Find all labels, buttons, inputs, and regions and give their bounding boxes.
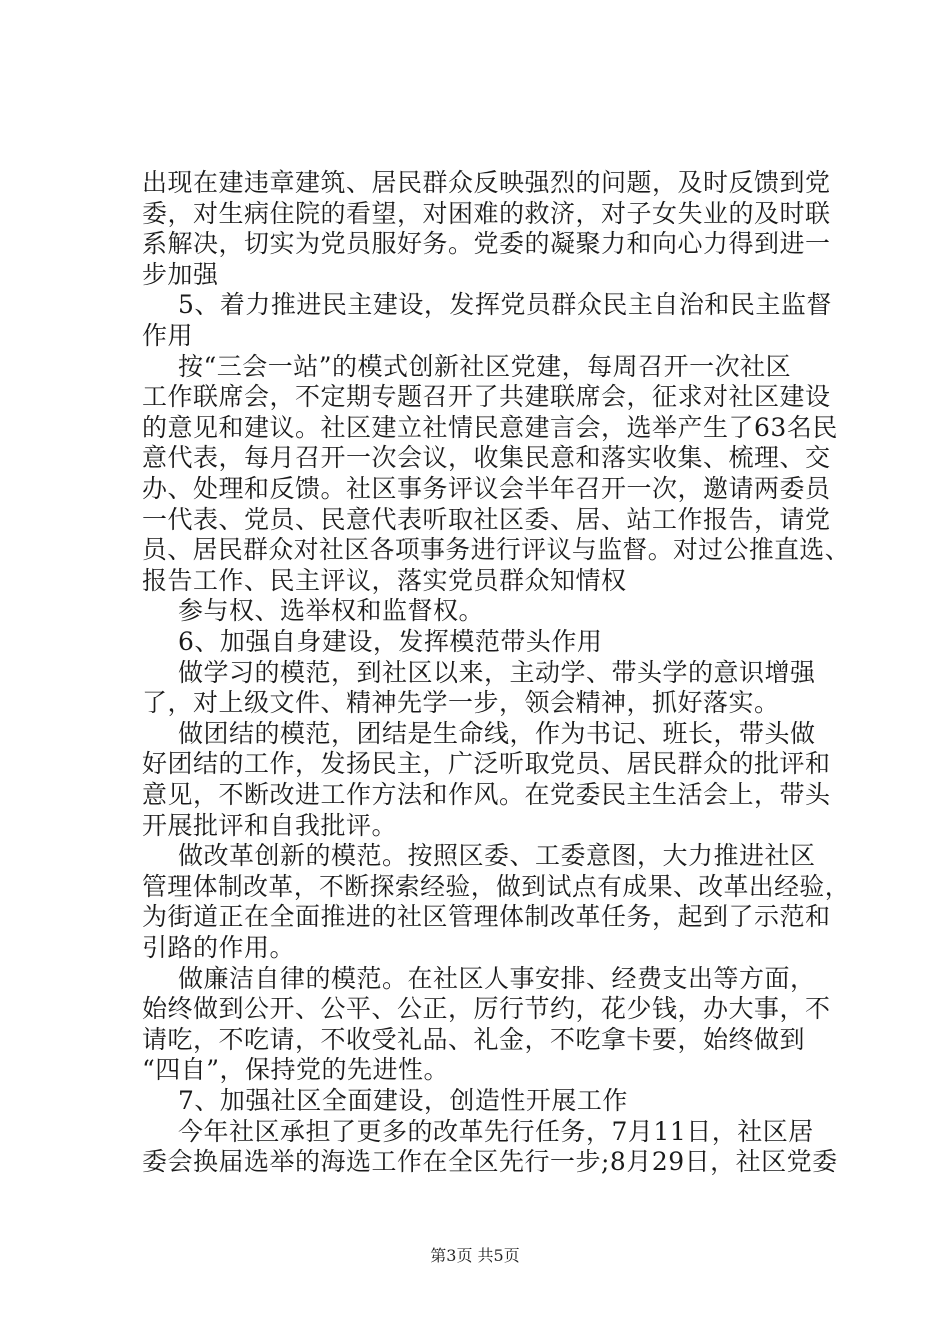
text-line: 今年社区承担了更多的改革先行任务，7月11日，社区居 (178, 1116, 814, 1146)
text-line: 工作联席会，不定期专题召开了共建联席会，征求对社区建设 (142, 382, 831, 412)
text-line: 始终做到公开、公平、公正，厉行节约，花少钱，办大事，不 (142, 994, 831, 1024)
text-line: 为街道正在全面推进的社区管理体制改革任务，起到了示范和 (142, 902, 831, 932)
page-footer: 第3页 共5页 (430, 1246, 520, 1265)
text-line: 系解决，切实为党员服好务。党委的凝聚力和向心力得到进一 (142, 229, 831, 259)
text-line: 出现在建违章建筑、居民群众反映强烈的问题，及时反馈到党 (142, 168, 831, 197)
text-line: 了，对上级文件、精神先学一步，领会精神，抓好落实。 (142, 688, 780, 718)
text-line: 员、居民群众对社区各项事务进行评议与监督。对过公推直选、 (142, 535, 851, 565)
section-heading: 7、加强社区全面建设，创造性开展工作 (178, 1086, 628, 1115)
text-line: 管理体制改革，不断探索经验，做到试点有成果、改革出经验， (142, 871, 851, 901)
text-line: 开展批评和自我批评。 (142, 810, 398, 840)
text-line: 做团结的模范，团结是生命线，作为书记、班长，带头做 (178, 718, 816, 748)
text-line: 按“三会一站”的模式创新社区党建，每周召开一次社区 (178, 351, 792, 381)
text-line: 意代表，每月召开一次会议，收集民意和落实收集、梳理、交 (142, 443, 831, 473)
text-line: 报告工作、民主评议，落实党员群众知情权 (142, 565, 627, 595)
section-heading: 5、着力推进民主建设，发挥党员群众民主自治和民主监督 (178, 290, 832, 320)
text-line: 请吃，不吃请，不收受礼品、礼金，不吃拿卡要，始终做到 (142, 1024, 806, 1054)
text-line: 委，对生病住院的看望，对困难的救济，对子女失业的及时联 (142, 198, 831, 228)
text-line: “四自”，保持党的先进性。 (142, 1055, 450, 1085)
text-line: 好团结的工作，发扬民主，广泛听取党员、居民群众的批评和 (142, 749, 831, 779)
text-line: 委会换届选举的海选工作在全区先行一步;8月29日，社区党委 (142, 1147, 838, 1177)
text-line: 一代表、党员、民意代表听取社区委、居、站工作报告，请党 (142, 504, 831, 534)
text-line: 做学习的模范，到社区以来，主动学、带头学的意识增强 (178, 657, 816, 687)
text-line: 引路的作用。 (142, 933, 296, 962)
text-line: 办、处理和反馈。社区事务评议会半年召开一次，邀请两委员 (142, 474, 831, 503)
section-heading: 6、加强自身建设，发挥模范带头作用 (178, 627, 603, 656)
text-line: 作用 (142, 321, 194, 350)
text-line: 参与权、选举权和监督权。 (178, 596, 485, 626)
text-line: 意见，不断改进工作方法和作风。在党委民主生活会上，带头 (142, 780, 831, 809)
text-line: 的意见和建议。社区建立社情民意建言会，选举产生了63名民 (142, 412, 838, 442)
text-line: 做改革创新的模范。按照区委、工委意图，大力推进社区 (178, 841, 816, 871)
text-line: 步加强 (142, 259, 219, 289)
text-line: 做廉洁自律的模范。在社区人事安排、经费支出等方面， (178, 963, 816, 993)
